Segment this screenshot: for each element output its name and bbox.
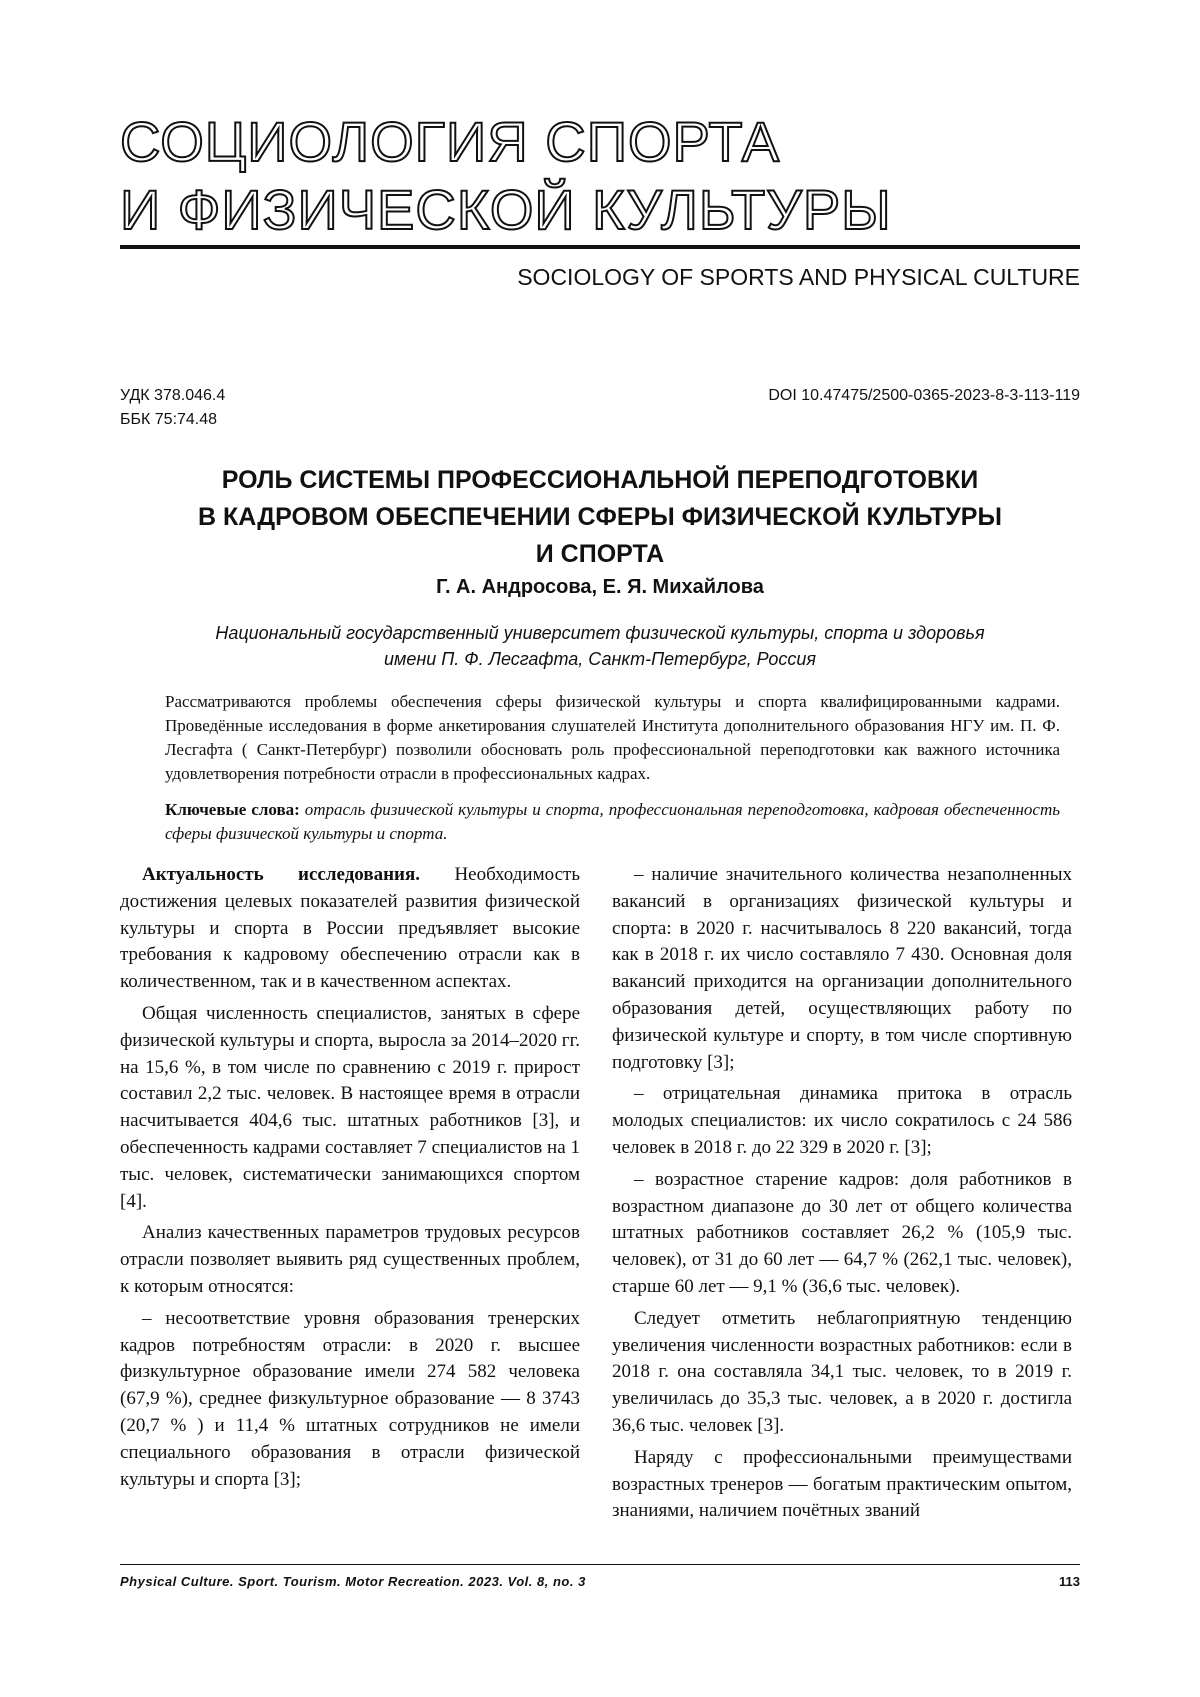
article-title-line-2: В КАДРОВОМ ОБЕСПЕЧЕНИИ СФЕРЫ ФИЗИЧЕСКОЙ КУЛЬТУРЫ bbox=[198, 503, 1002, 531]
body-paragraph: Наряду с профессиональными преимуществами возрастных тренеров — богатым практическим опытом, знаниями, наличием почётных званий bbox=[612, 1446, 1072, 1522]
body-paragraph: – несоответствие уровня образования тренерских кадров потребностям отрасли: в 2020 г. высшее физкультурное образование имели 274 582 человека (67,9 %), среднее физкультурное образование — 8 3743 (20,7 % ) и 11,4 % штатных сотрудников не имели специального образования в отрасли физической культуры и спорта [3]; bbox=[120, 1307, 580, 1490]
body-paragraph: – отрицательная динамика притока в отрасль молодых специалистов: их число сократилось с 24 586 человек в 2018 г. до 22 329 в 2020 г. [3]; bbox=[612, 1083, 1072, 1158]
section-title-line-1: СОЦИОЛОГИЯ СПОРТА bbox=[120, 110, 781, 173]
bbk-code: ББК 75:74.48 bbox=[120, 411, 218, 428]
doi: DOI 10.47475/2500-0365-2023-8-3-113-119 bbox=[768, 387, 1080, 404]
article-title-line-3: И СПОРТА bbox=[535, 540, 665, 568]
header-divider bbox=[120, 245, 1080, 249]
section-subtitle-english: SOCIOLOGY OF SPORTS AND PHYSICAL CULTURE bbox=[517, 264, 1080, 290]
body-paragraph: – возрастное старение кадров: доля работников в возрастном диапазоне до 30 лет от общего количества штатных работников составляет 26,2 % (105,9 тыс. человек), от 31 до 60 лет — 64,7 % (262,1 тыс. человек), старше 60 лет — 9,1 % (36,6 тыс. человек). bbox=[612, 1168, 1072, 1297]
body-paragraph bbox=[120, 862, 580, 996]
page-number: 113 bbox=[1059, 1574, 1080, 1589]
keywords-label: Ключевые слова: bbox=[165, 800, 300, 819]
keywords bbox=[165, 798, 1060, 846]
body-column-left bbox=[120, 862, 580, 1498]
body-paragraph: Общая численность специалистов, занятых в сфере физической культуры и спорта, выросла за 2014–2020 гг. на 15,6 %, в том числе по сравнению с 2019 г. прирост составил 2,2 тыс. человек. В настоящее время в отрасли насчитывается 404,6 тыс. штатных работников [3], и обеспеченность кадрами составляет 7 специалистов на 1 тыс. человек, систематически занимающихся спортом [4]. bbox=[120, 1002, 580, 1212]
footer-divider bbox=[120, 1564, 1080, 1565]
paragraph-text: Необходимость достижения целевых показателей развития физической культуры и спорта в России предъявляет высокие требования к кадровому обеспечению отрасли как в количественном, так и в качественном аспектах. bbox=[120, 864, 580, 993]
affiliation-line-1: Национальный государственный университет физической культуры, спорта и здоровья bbox=[215, 623, 985, 643]
affiliation bbox=[120, 620, 1080, 672]
classification-codes bbox=[120, 384, 225, 432]
keywords-text: отрасль физической культуры и спорта, профессиональная переподготовка, кадровая обеспеченность сферы физической культуры и спорта. bbox=[165, 800, 1060, 843]
article-title-line-1: РОЛЬ СИСТЕМЫ ПРОФЕССИОНАЛЬНОЙ ПЕРЕПОДГОТОВКИ bbox=[221, 466, 979, 494]
footer-journal-citation: Physical Culture. Sport. Tourism. Motor Recreation. 2023. Vol. 8, no. 3 bbox=[120, 1574, 586, 1589]
paragraph-lead: Актуальность исследования. bbox=[142, 864, 421, 885]
authors: Г. А. Андросова, Е. Я. Михайлова bbox=[436, 576, 764, 598]
article-title bbox=[120, 462, 1080, 573]
abstract: Рассматриваются проблемы обеспечения сферы физической культуры и спорта квалифицированными кадрами. Проведённые исследования в форме анкетирования слушателей Института дополнительного образования НГУ им. П. Ф. Лесгафта ( Санкт-Петербург) позволили обосновать роль профессиональной переподготовки как важного источника удовлетворения потребности отрасли в профессиональных кадрах. bbox=[165, 692, 1060, 783]
body-paragraph: Анализ качественных параметров трудовых ресурсов отрасли позволяет выявить ряд существенных проблем, к которым относятся: bbox=[120, 1222, 580, 1297]
body-paragraph: Следует отметить неблагоприятную тенденцию увеличения численности возрастных работников: если в 2018 г. она составляла 34,1 тыс. человек, то в 2019 г. увеличилась до 35,3 тыс. человек, а в 2020 г. достигла 36,6 тыс. человек [3]. bbox=[612, 1307, 1072, 1436]
body-column-right bbox=[612, 862, 1072, 1530]
section-title-line-2: И ФИЗИЧЕСКОЙ КУЛЬТУРЫ bbox=[120, 178, 892, 241]
journal-section-title bbox=[120, 108, 892, 244]
affiliation-line-2: имени П. Ф. Лесгафта, Санкт-Петербург, Россия bbox=[383, 649, 817, 669]
body-paragraph: – наличие значительного количества незаполненных вакансий в организациях физической культуры и спорта: в 2020 г. насчитывалось 8 220 вакансий, тогда как в 2018 г. их число составляло 7 430. Основная доля вакансий приходится на организации дополнительного образования детей, осуществляющих работу по физической культуре и спорту, в том числе спортивную подготовку [3]; bbox=[612, 864, 1072, 1073]
udk-code: УДК 378.046.4 bbox=[120, 387, 226, 404]
